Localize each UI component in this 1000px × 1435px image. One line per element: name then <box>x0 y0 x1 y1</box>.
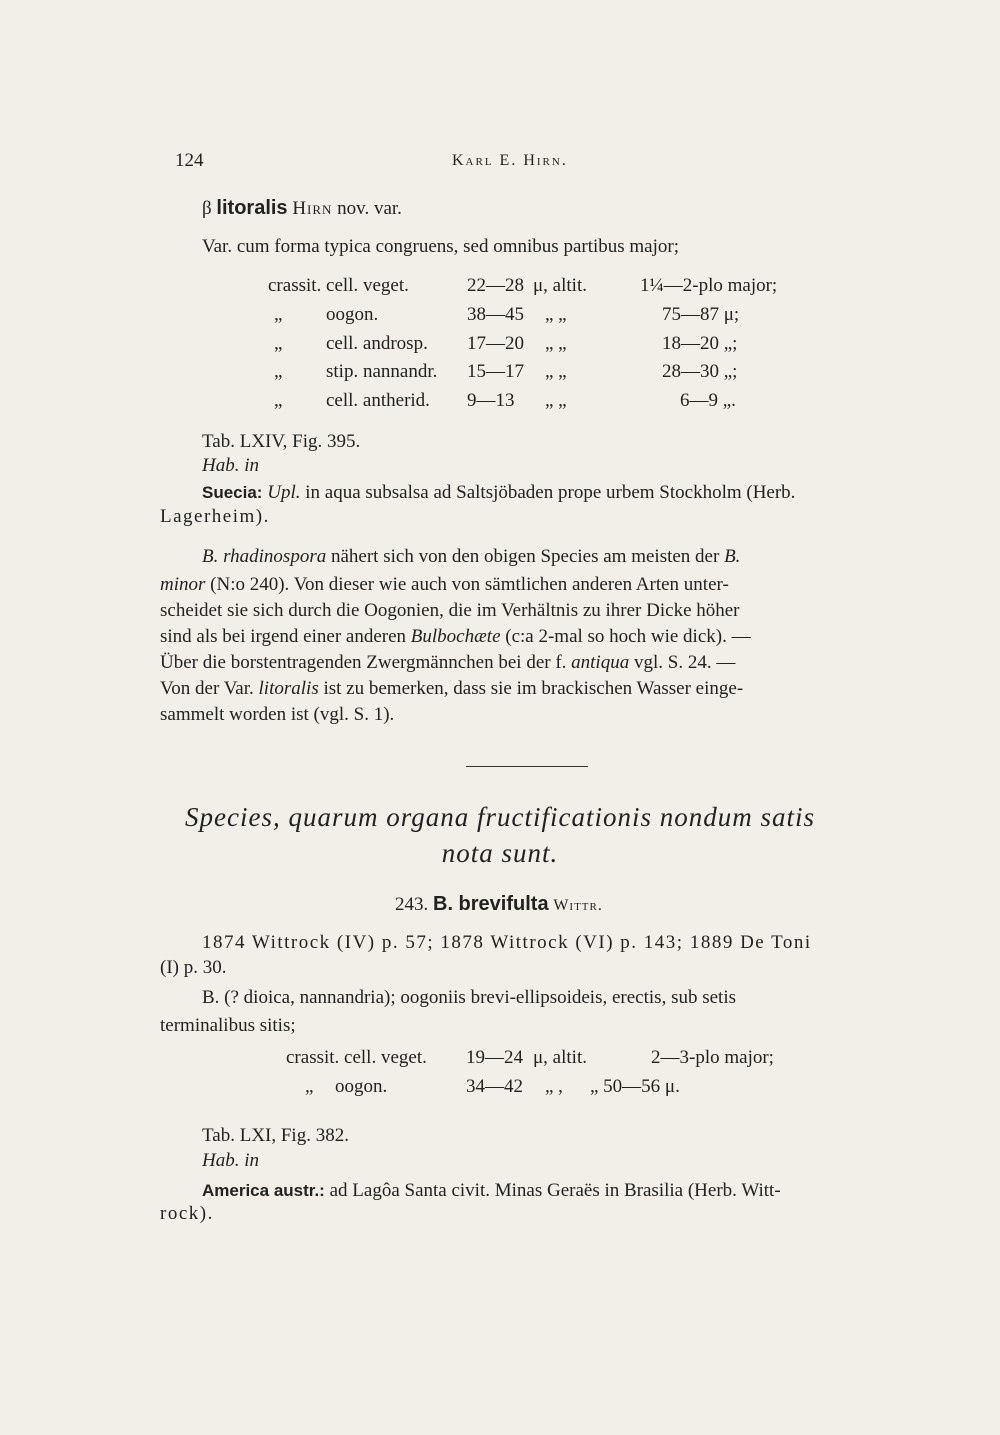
measurement-unit: „ , <box>545 1076 563 1097</box>
measurement-ditto: „ <box>274 333 283 354</box>
text-run: minor <box>160 574 206 595</box>
measurement-range: 19—24 <box>466 1047 523 1068</box>
measurement-part: crassit. cell. veget. <box>268 275 409 296</box>
measurement-ratio: 75—87 μ; <box>662 304 740 325</box>
measurement-part: stip. nannandr. <box>326 361 438 382</box>
measurement-unit: μ, altit. <box>533 1047 587 1068</box>
locality-2 <box>202 1180 781 1202</box>
text-run: litoralis <box>258 678 319 699</box>
locality-1-continued: Lagerheim). <box>160 506 270 527</box>
text-run: sammelt worden ist (vgl. S. 1). <box>160 704 395 725</box>
paragraph-line <box>160 600 740 622</box>
measurement-ratio: 6—9 „. <box>680 390 736 411</box>
species-name: B. brevifulta <box>433 893 549 915</box>
locality-2-continued: rock). <box>160 1203 214 1224</box>
measurement-part: oogon. <box>326 304 379 325</box>
section-divider <box>466 766 588 767</box>
measurement-ratio: 1¼—2-plo major; <box>640 275 778 296</box>
measurement-ditto: „ <box>274 390 283 411</box>
measurement-range: 34—42 <box>466 1076 523 1097</box>
variety-greek-letter: β <box>202 198 212 219</box>
measurement-part: cell. antherid. <box>326 390 430 411</box>
species-number: 243. <box>395 894 429 915</box>
measurement-part: crassit. cell. veget. <box>286 1047 427 1068</box>
variety-author: Hirn <box>292 198 333 219</box>
locality-text: in aqua subsalsa ad Saltsjöbaden prope urbem Stockholm (Herb. <box>300 482 796 503</box>
text-run: sind als bei irgend einer anderen <box>160 626 411 647</box>
section-heading-line-2: nota sunt. <box>441 838 559 868</box>
variety-diagnosis: Var. cum forma typica congruens, sed omnibus partibus major; <box>202 236 680 257</box>
measurement-range: 15—17 <box>467 361 524 382</box>
text-run: Bulbochæte <box>410 626 501 647</box>
paragraph-line <box>202 546 740 568</box>
species-author: Wittr. <box>553 897 603 914</box>
measurement-ratio: 18—20 „; <box>662 333 738 354</box>
text-run: (N:o 240). Von dieser wie auch von sämtlichen anderen Arten unter- <box>205 574 729 595</box>
measurement-range: 17—20 <box>467 333 524 354</box>
paragraph-line <box>160 678 743 700</box>
references-line-2: (I) p. 30. <box>160 957 227 978</box>
measurement-part: oogon. <box>335 1076 388 1097</box>
plate-reference-1: Tab. LXIV, Fig. 395. <box>202 431 361 452</box>
locality-region: Suecia: <box>202 483 263 502</box>
locality-text: ad Lagôa Santa civit. Minas Geraës in Brasilia (Herb. Witt- <box>324 1180 781 1201</box>
locality-region: America austr.: <box>202 1181 325 1200</box>
measurement-ditto: „ <box>305 1076 314 1097</box>
measurement-unit: „ „ <box>545 390 567 411</box>
measurement-ditto: „ <box>274 304 283 325</box>
locality-1 <box>202 482 795 504</box>
habitat-label-1: Hab. in <box>202 455 259 476</box>
measurement-range: 9—13 <box>467 390 515 411</box>
variety-name: litoralis <box>216 197 288 219</box>
measurement-unit: „ „ <box>545 361 567 382</box>
running-title: Karl E. Hirn. <box>452 152 568 169</box>
text-run: Über die borstentragenden Zwergmännchen bei der f. <box>160 652 572 673</box>
paragraph-line <box>160 574 729 596</box>
measurement-unit: „ „ <box>545 333 567 354</box>
text-run: B. rhadinospora <box>202 546 327 567</box>
paragraph-line <box>160 652 735 674</box>
measurement-ratio: 28—30 „; <box>662 361 738 382</box>
references-line-1: 1874 Wittrock (IV) p. 57; 1878 Wittrock (VI) p. 143; 1889 De Toni <box>202 932 812 953</box>
text-run: vgl. S. 24. — <box>629 652 736 673</box>
description-line-2: terminalibus sitis; <box>160 1015 296 1036</box>
measurement-ditto: „ <box>274 361 283 382</box>
text-run: B. <box>724 546 741 567</box>
paragraph-line <box>160 704 394 726</box>
measurement-range: 22—28 <box>467 275 524 296</box>
measurement-part: cell. androsp. <box>326 333 428 354</box>
measurement-unit: „ „ <box>545 304 567 325</box>
measurement-ratio: „ 50—56 μ. <box>590 1076 680 1097</box>
variety-status: nov. var. <box>337 198 402 219</box>
measurement-range: 38—45 <box>467 304 524 325</box>
description-line-1: B. (? dioica, nannandria); oogoniis brevi-ellipsoideis, erectis, sub setis <box>202 987 736 1008</box>
measurement-ratio: 2—3-plo major; <box>651 1047 774 1068</box>
text-run: (c:a 2-mal so hoch wie dick). — <box>500 626 751 647</box>
text-run: scheidet sie sich durch die Oogonien, die im Verhältnis zu ihrer Dicke höher <box>160 600 740 621</box>
species-heading <box>395 893 603 917</box>
text-run: ist zu bemerken, dass sie im brackischen Wasser einge- <box>318 678 744 699</box>
measurement-unit: μ, altit. <box>533 275 587 296</box>
section-heading-line-1: Species, quarum organa fructificationis nondum satis <box>185 802 815 832</box>
text-run: antiqua <box>571 652 630 673</box>
plate-reference-2: Tab. LXI, Fig. 382. <box>202 1125 349 1146</box>
variety-heading <box>202 197 402 220</box>
locality-province: Upl. <box>267 482 301 503</box>
page-number: 124 <box>175 150 204 171</box>
text-run: Von der Var. <box>160 678 259 699</box>
text-run: nähert sich von den obigen Species am meisten der <box>326 546 725 567</box>
habitat-label-2: Hab. in <box>202 1150 259 1171</box>
paragraph-line <box>160 626 751 648</box>
